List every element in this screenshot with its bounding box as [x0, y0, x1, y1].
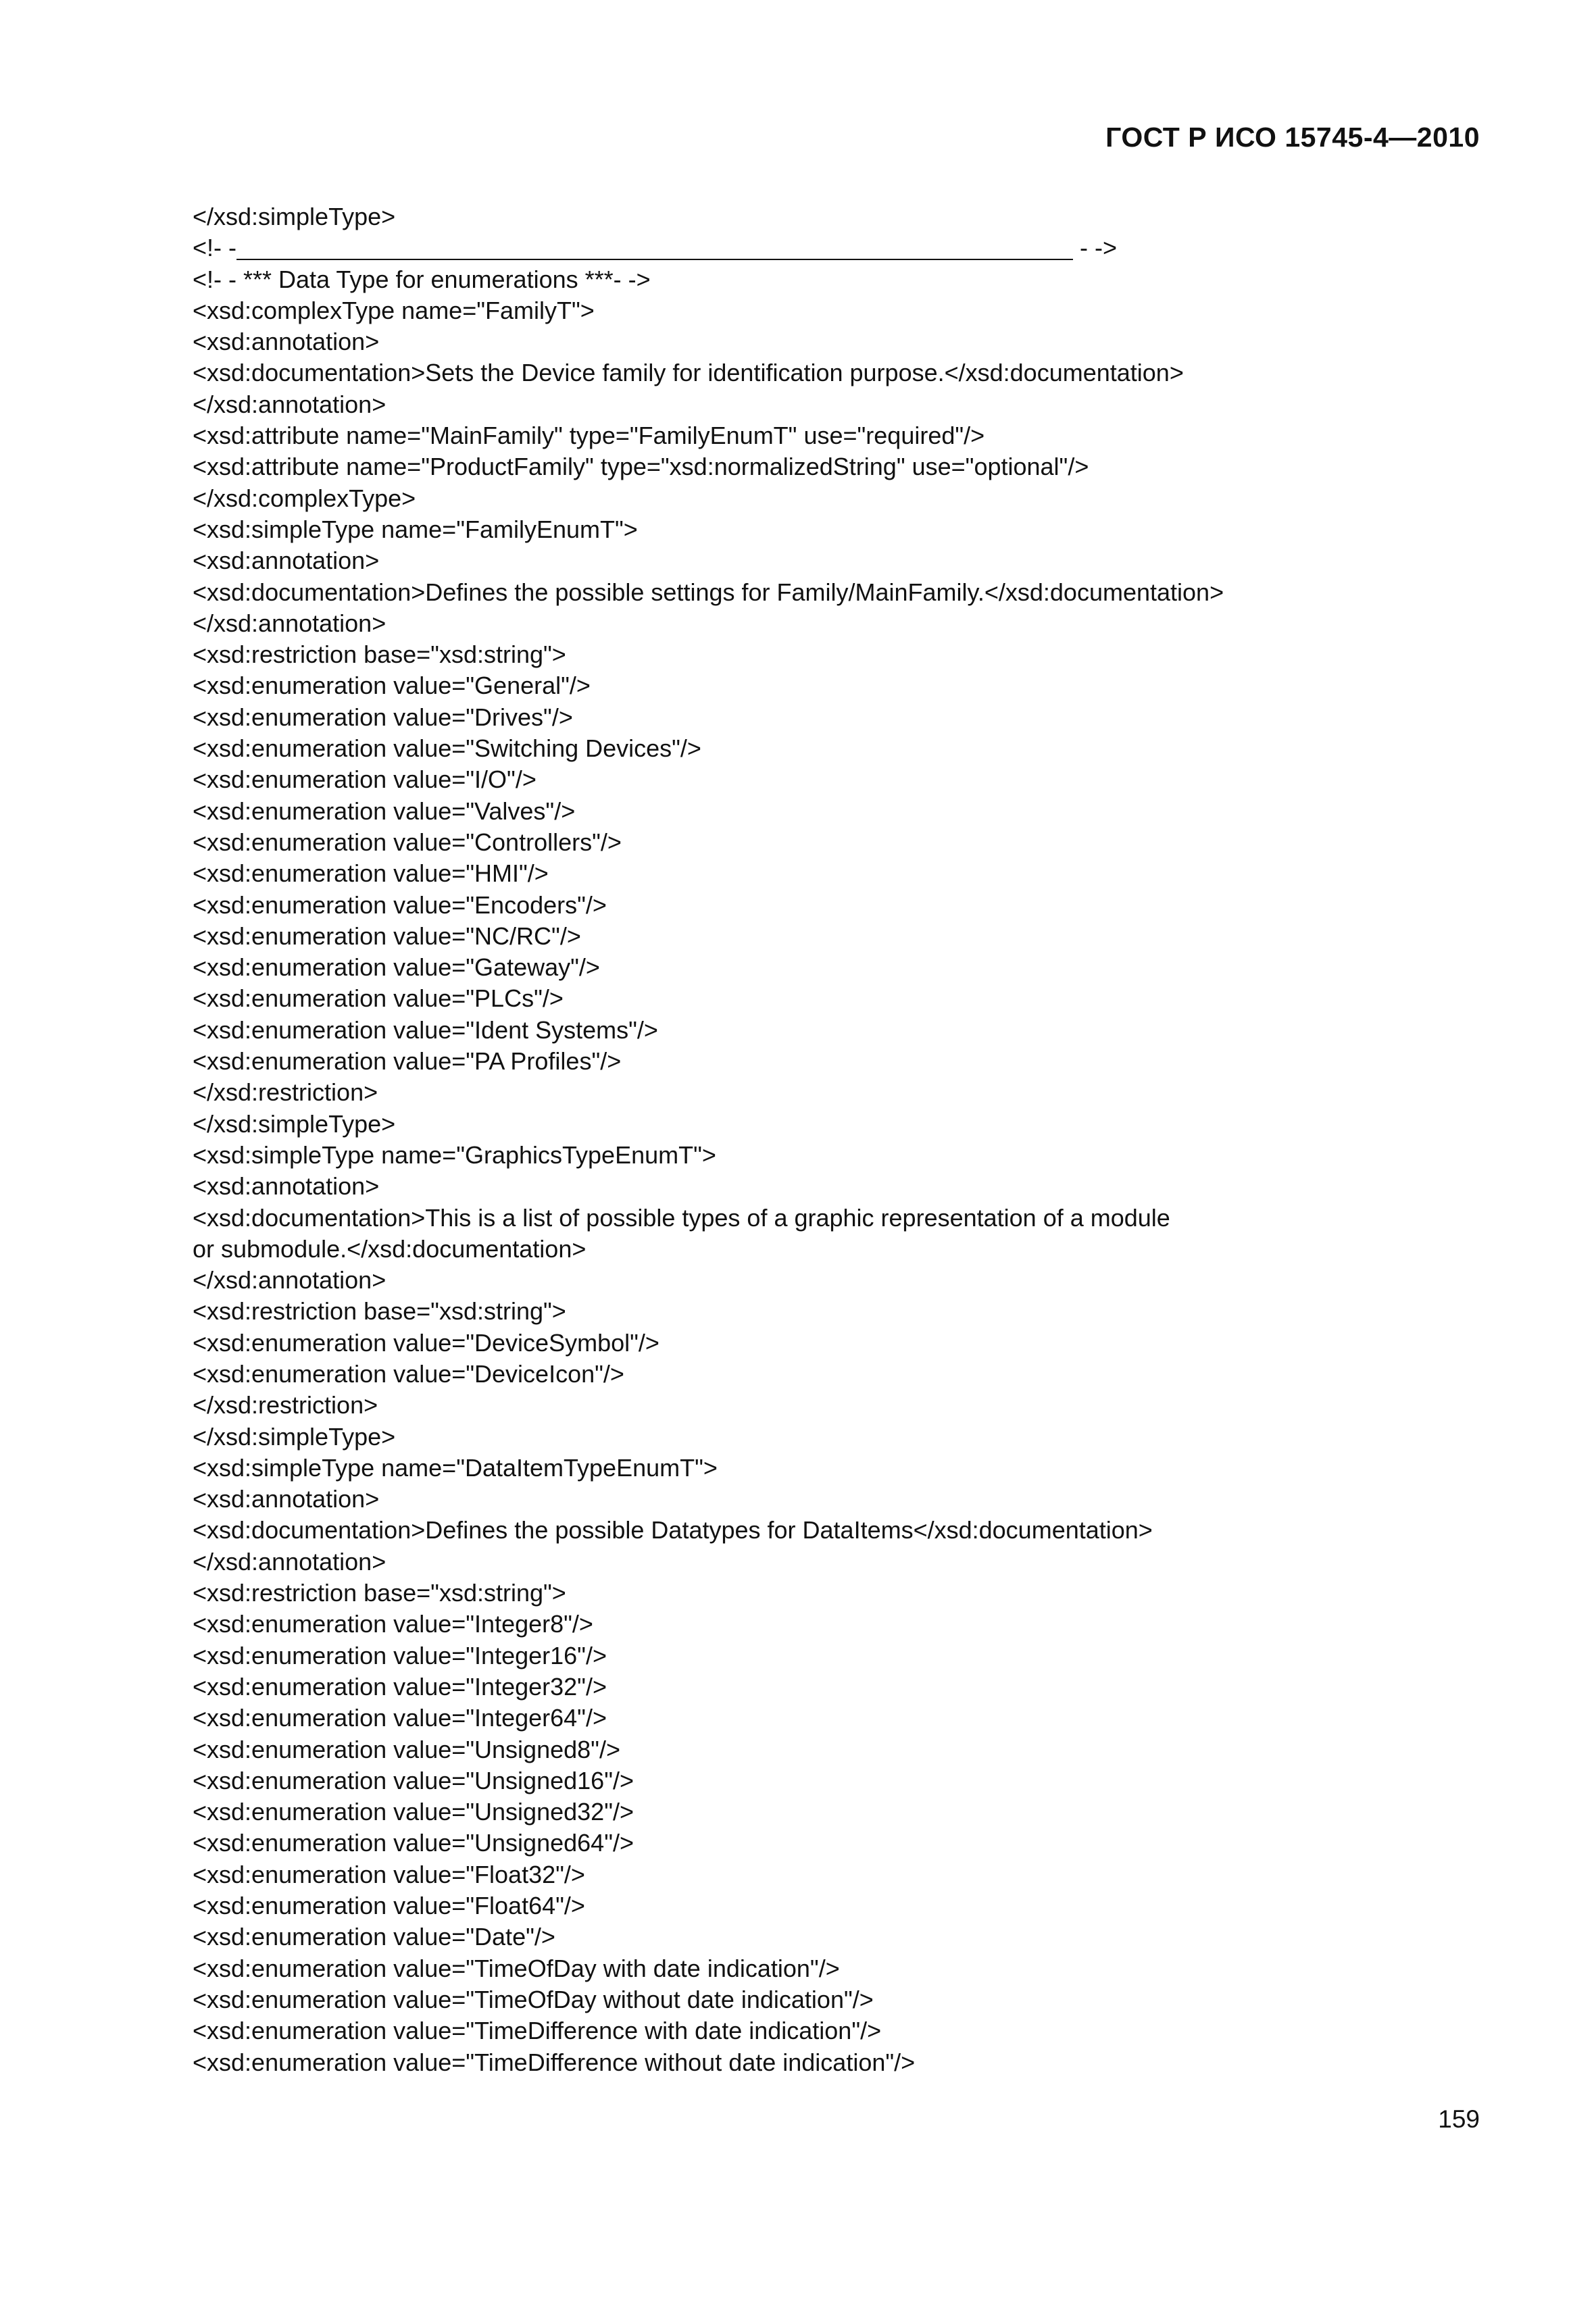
code-line: </xsd:complexType> — [193, 484, 416, 512]
xsd-code-listing — [193, 201, 1488, 2078]
code-line: <xsd:enumeration value="Switching Devices"/> — [193, 734, 701, 763]
code-line: <xsd:enumeration value="Unsigned64"/> — [193, 1829, 634, 1857]
code-line: </xsd:restriction> — [193, 1078, 378, 1107]
code-line: </xsd:restriction> — [193, 1391, 378, 1419]
separator-end: - -> — [1080, 234, 1118, 262]
comment-separator-line — [193, 232, 1488, 263]
code-line: <xsd:enumeration value="Drives"/> — [193, 703, 573, 731]
code-line: </xsd:simpleType> — [193, 1422, 396, 1451]
code-line: <xsd:documentation>Defines the possible Datatypes for DataItems</xsd:documentation> — [193, 1516, 1153, 1544]
code-line: <xsd:annotation> — [193, 328, 380, 356]
code-line: <xsd:enumeration value="TimeOfDay without date indication"/> — [193, 1985, 874, 2013]
code-line: <xsd:documentation>Defines the possible settings for Family/MainFamily.</xsd:documentation> — [193, 578, 1224, 606]
code-line: <xsd:enumeration value="Unsigned32"/> — [193, 1798, 634, 1826]
code-line: <xsd:attribute name="MainFamily" type="FamilyEnumT" use="required"/> — [193, 422, 985, 450]
code-line: <xsd:enumeration value="Gateway"/> — [193, 953, 600, 982]
code-line: <xsd:enumeration value="DeviceIcon"/> — [193, 1359, 624, 1388]
code-line: <xsd:restriction base="xsd:string"> — [193, 640, 566, 669]
code-line: <xsd:annotation> — [193, 547, 380, 575]
code-line: <xsd:enumeration value="Encoders"/> — [193, 890, 607, 919]
code-line: <xsd:enumeration value="Float32"/> — [193, 1860, 585, 1888]
code-line: <xsd:enumeration value="Float64"/> — [193, 1892, 585, 1920]
code-line: </xsd:annotation> — [193, 390, 386, 418]
code-line: <xsd:simpleType name="GraphicsTypeEnumT"> — [193, 1140, 716, 1169]
code-line: <xsd:enumeration value="NC/RC"/> — [193, 922, 581, 950]
code-line: </xsd:annotation> — [193, 609, 386, 637]
code-line: </xsd:annotation> — [193, 1266, 386, 1294]
code-line: </xsd:annotation> — [193, 1547, 386, 1576]
code-line: <xsd:enumeration value="Date"/> — [193, 1923, 555, 1951]
code-line: <xsd:enumeration value="TimeDifference without date indication"/> — [193, 2048, 916, 2076]
code-line: <xsd:enumeration value="Integer64"/> — [193, 1704, 607, 1732]
code-line: <xsd:annotation> — [193, 1485, 380, 1513]
code-line: <xsd:attribute name="ProductFamily" type="xsd:normalizedString" use="optional"/> — [193, 453, 1089, 481]
code-line: <xsd:complexType name="FamilyT"> — [193, 296, 595, 324]
code-line: <xsd:enumeration value="Unsigned8"/> — [193, 1735, 620, 1763]
code-line: <xsd:enumeration value="Integer32"/> — [193, 1672, 607, 1701]
code-line: <xsd:restriction base="xsd:string"> — [193, 1579, 566, 1607]
code-line: <!- - *** Data Type for enumerations ***- -> — [193, 265, 651, 293]
code-line: <xsd:enumeration value="Unsigned16"/> — [193, 1766, 634, 1794]
code-line: <xsd:enumeration value="HMI"/> — [193, 859, 549, 888]
code-line: <xsd:enumeration value="DeviceSymbol"/> — [193, 1328, 659, 1357]
code-line: </xsd:simpleType> — [193, 203, 396, 230]
code-line: <xsd:restriction base="xsd:string"> — [193, 1297, 566, 1326]
code-line: <xsd:enumeration value="PA Profiles"/> — [193, 1047, 622, 1076]
code-line: <xsd:annotation> — [193, 1172, 380, 1201]
code-line: <xsd:documentation>Sets the Device family for identification purpose.</xsd:documentation> — [193, 359, 1184, 387]
code-line: <xsd:documentation>This is a list of possible types of a graphic representation of a module — [193, 1203, 1170, 1232]
code-line: <xsd:enumeration value="Integer8"/> — [193, 1610, 593, 1638]
separator-rule — [236, 237, 1073, 260]
code-line: </xsd:simpleType> — [193, 1109, 396, 1138]
code-line: or submodule.</xsd:documentation> — [193, 1234, 587, 1263]
code-line: <xsd:enumeration value="TimeDifference with date indication"/> — [193, 2017, 882, 2045]
code-line: <xsd:enumeration value="Valves"/> — [193, 797, 576, 825]
code-line: <xsd:enumeration value="Controllers"/> — [193, 828, 622, 856]
code-line: <xsd:simpleType name="DataItemTypeEnumT"> — [193, 1453, 718, 1482]
code-line: <xsd:enumeration value="I/O"/> — [193, 765, 537, 794]
code-line: <xsd:enumeration value="Integer16"/> — [193, 1641, 607, 1669]
standard-header: ГОСТ Р ИСО 15745-4—2010 — [1105, 122, 1480, 153]
code-line: <xsd:simpleType name="FamilyEnumT"> — [193, 515, 638, 543]
code-line: <xsd:enumeration value="General"/> — [193, 672, 591, 700]
page-number: 159 — [1438, 2105, 1480, 2133]
code-line: <xsd:enumeration value="TimeOfDay with date indication"/> — [193, 1954, 840, 1982]
code-line: <xsd:enumeration value="PLCs"/> — [193, 984, 564, 1013]
separator-start: <!- - — [193, 234, 237, 262]
code-line: <xsd:enumeration value="Ident Systems"/> — [193, 1015, 658, 1044]
